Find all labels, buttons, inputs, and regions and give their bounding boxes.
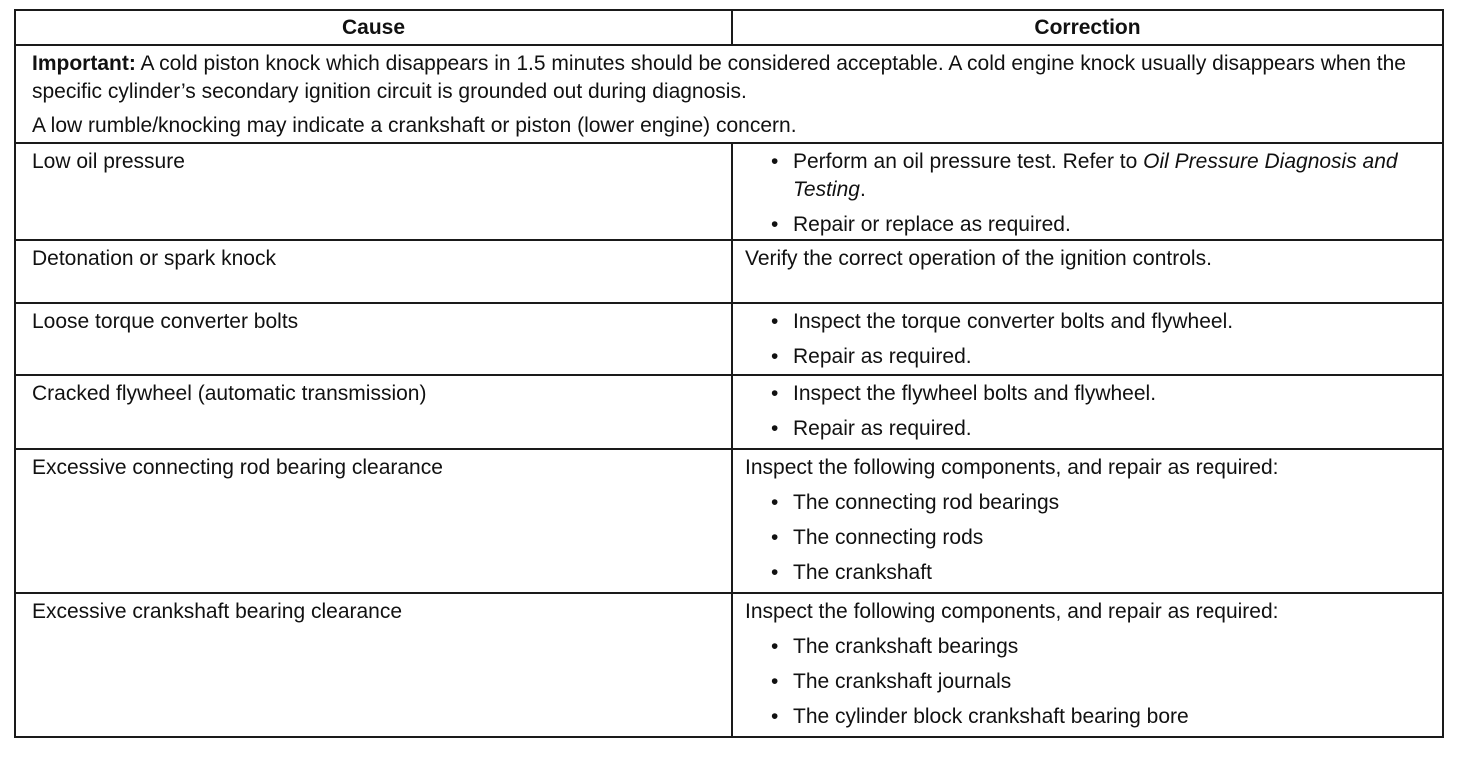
cause-header: Cause [15, 10, 732, 45]
list-item [745, 343, 1434, 371]
list-item [745, 148, 1434, 204]
bullet-icon: • [771, 213, 779, 236]
cause-cell: Low oil pressure [15, 143, 732, 240]
note-paragraph-2: A low rumble/knocking may indicate a crankshaft or piston (lower engine) concern. [32, 114, 797, 137]
reference-link: Oil Pressure Diagnosis and Testing [793, 150, 1398, 201]
list-item [745, 415, 1434, 443]
list-item [745, 559, 1434, 587]
bullet-icon: • [771, 310, 779, 333]
bullet-icon: • [771, 670, 779, 693]
bullet-icon: • [771, 635, 779, 658]
list-item [745, 211, 1434, 239]
correction-list [745, 380, 1434, 443]
bullet-icon: • [771, 417, 779, 440]
bullet-text: The connecting rod bearings [793, 491, 1060, 514]
bullet-text: The cylinder block crankshaft bearing bore [793, 705, 1189, 728]
correction-list [745, 308, 1434, 371]
table-row [15, 303, 1443, 375]
cause-cell: Detonation or spark knock [15, 240, 732, 303]
bullet-text: Repair as required. [793, 345, 972, 368]
note-row [15, 45, 1443, 143]
correction-header: Correction [732, 10, 1443, 45]
bullet-icon: • [771, 345, 779, 368]
cause-cell: Excessive connecting rod bearing clearance [15, 449, 732, 593]
note-paragraph-1 [32, 50, 1434, 106]
note-label: Important: [32, 52, 136, 75]
list-item [745, 489, 1434, 517]
bullet-icon: • [771, 150, 779, 173]
correction-intro: Inspect the following components, and repair as required: [745, 600, 1279, 623]
correction-cell [732, 449, 1443, 593]
correction-cell [732, 593, 1443, 737]
bullet-tail: . [859, 178, 866, 201]
header-row [15, 10, 1443, 45]
table-row [15, 240, 1443, 303]
list-item [745, 703, 1434, 731]
bullet-text: Perform an oil pressure test. Refer to [793, 150, 1144, 173]
bullet-text: The crankshaft [793, 561, 932, 584]
table-row [15, 593, 1443, 737]
correction-cell [732, 375, 1443, 449]
diagnosis-table [14, 9, 1444, 738]
bullet-icon: • [771, 526, 779, 549]
cause-cell: Loose torque converter bolts [15, 303, 732, 375]
bullet-icon: • [771, 491, 779, 514]
table-row [15, 375, 1443, 449]
list-item [745, 524, 1434, 552]
table-row [15, 143, 1443, 240]
correction-intro: Inspect the following components, and repair as required: [745, 456, 1279, 479]
list-item [745, 380, 1434, 408]
correction-cell [732, 303, 1443, 375]
bullet-text: Inspect the flywheel bolts and flywheel. [793, 382, 1157, 405]
list-item [745, 633, 1434, 661]
bullet-icon: • [771, 705, 779, 728]
bullet-text: The crankshaft journals [793, 670, 1012, 693]
table-row [15, 449, 1443, 593]
note-text-1: A cold piston knock which disappears in 1.5 minutes should be considered acceptable. A cold engine knock usually disappears when the specific cylinder’s secondary ignition circuit is grounded out during diagnosis. [32, 52, 1406, 103]
correction-list [745, 633, 1434, 731]
bullet-icon: • [771, 382, 779, 405]
list-item [745, 668, 1434, 696]
bullet-icon: • [771, 561, 779, 584]
bullet-text: Inspect the torque converter bolts and flywheel. [793, 310, 1234, 333]
bullet-text: Repair as required. [793, 417, 972, 440]
list-item [745, 308, 1434, 336]
correction-cell: Verify the correct operation of the ignition controls. [732, 240, 1443, 303]
cause-cell: Cracked flywheel (automatic transmission) [15, 375, 732, 449]
important-note [15, 45, 1443, 143]
correction-cell [732, 143, 1443, 240]
bullet-text: The crankshaft bearings [793, 635, 1019, 658]
bullet-text: Repair or replace as required. [793, 213, 1071, 236]
correction-list [745, 489, 1434, 587]
correction-list [745, 148, 1434, 239]
bullet-text: The connecting rods [793, 526, 984, 549]
cause-cell: Excessive crankshaft bearing clearance [15, 593, 732, 737]
